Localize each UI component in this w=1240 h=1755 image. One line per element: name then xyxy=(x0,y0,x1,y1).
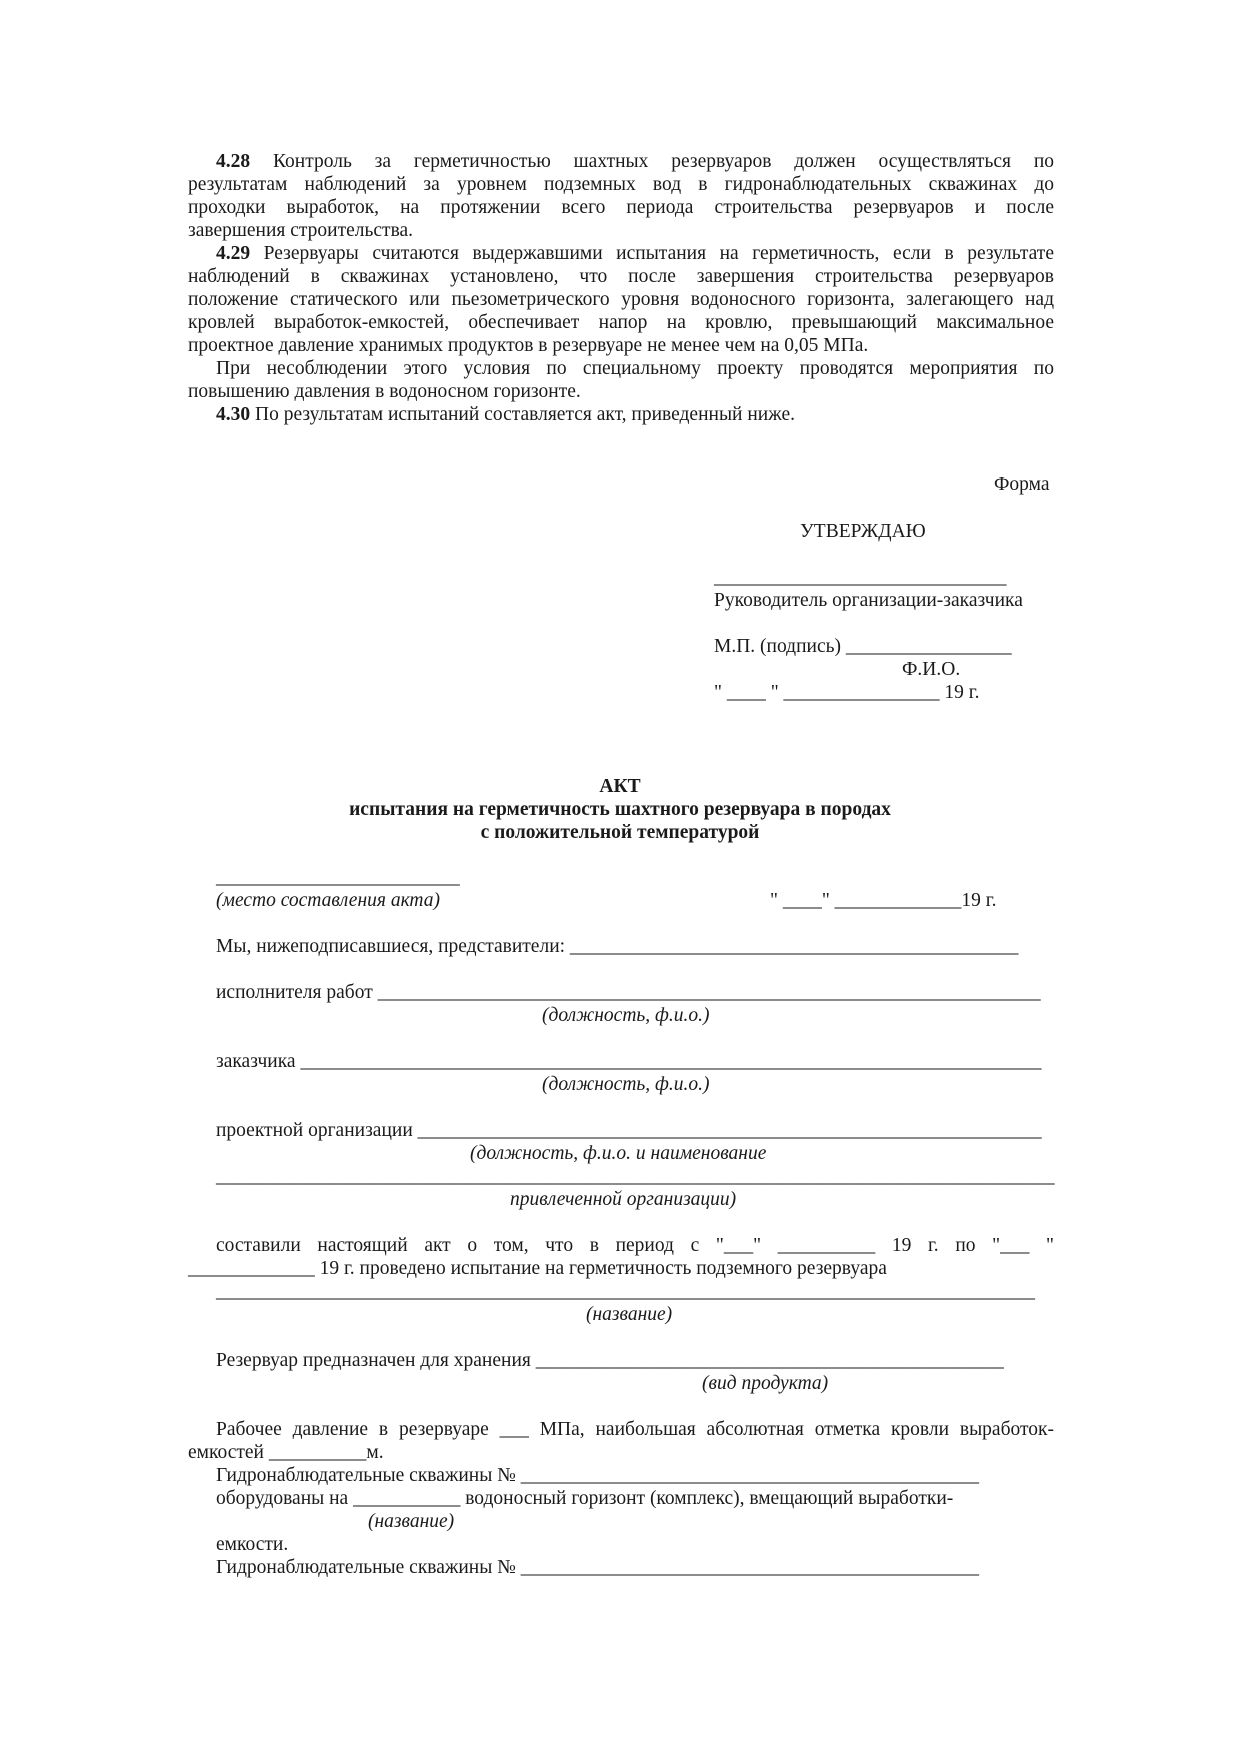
fio-caption: Ф.И.О. xyxy=(902,659,961,680)
storage-line: Резервуар предназначен для хранения ________________________________________________ xyxy=(216,1350,1004,1371)
capacity-line: емкости. xyxy=(216,1534,289,1555)
horizon-name-caption: (название) xyxy=(368,1511,455,1532)
product-caption: (вид продукта) xyxy=(702,1373,829,1394)
reservoir-name-line: ____________________________________________________________________________________ xyxy=(216,1281,1035,1302)
design-org-continuation-line: ______________________________________________________________________________________ xyxy=(216,1166,1055,1187)
approval-date-line: " ____ " ________________ 19 г. xyxy=(714,682,980,703)
act-date-line: " ____" _____________19 г. xyxy=(770,890,997,911)
pressure-line-1: Рабочее давление в резервуаре ___ МПа, наибольшая абсолютная отметка кровли выработок- xyxy=(216,1419,1054,1440)
contractor-caption: (должность, ф.и.о.) xyxy=(542,1005,710,1026)
clause-4-29-line-1: 4.29 Резервуары считаются выдержавшими испытания на герметичность, если в результате xyxy=(216,243,1054,264)
customer-caption: (должность, ф.и.о.) xyxy=(542,1074,710,1095)
clause-4-29-line-5: проектное давление хранимых продуктов в резервуаре не менее чем на 0,05 МПа. xyxy=(188,335,869,356)
customer-line: заказчика ____________________________________________________________________________ xyxy=(216,1051,1042,1072)
contractor-line: исполнителя работ ____________________________________________________________________ xyxy=(216,982,1041,1003)
clause-4-29-line-2: наблюдений в скважинах установлено, что после завершения строительства резервуаров xyxy=(188,266,1054,287)
clause-4-29-line-3: положение статического или пьезометрического уровня водоносного горизонта, залегающего над xyxy=(188,289,1054,310)
violation-line-1: При несоблюдении этого условия по специальному проекту проводятся мероприятия по xyxy=(216,358,1054,379)
act-subtitle-2: с положительной температурой xyxy=(480,822,760,843)
clause-4-30: 4.30 По результатам испытаний составляется акт, приведенный ниже. xyxy=(216,404,795,425)
clause-4-28-line-1: 4.28 Контроль за герметичностью шахтных резервуаров должен осуществляться по xyxy=(216,151,1055,172)
design-org-line: проектной организации ________________________________________________________________ xyxy=(216,1120,1042,1141)
stamp-signature-line: М.П. (подпись) _________________ xyxy=(714,636,1012,657)
act-title: АКТ xyxy=(599,776,641,797)
equipped-line: оборудованы на ___________ водоносный горизонт (комплекс), вмещающий выработки- xyxy=(216,1488,954,1509)
reservoir-name-caption: (название) xyxy=(586,1304,673,1325)
act-subtitle-1: испытания на герметичность шахтного резервуара в породах xyxy=(349,799,891,820)
clause-4-29-line-4: кровлей выработок-емкостей, обеспечивает напор на кровлю, превышающий максимальное xyxy=(188,312,1054,333)
wells-line-2: Гидронаблюдательные скважины № _______________________________________________ xyxy=(216,1557,979,1578)
head-of-customer: Руководитель организации-заказчика xyxy=(714,590,1023,611)
composed-line-1: составили настоящий акт о том, что в период с "___" __________ 19 г. по "___ " xyxy=(216,1235,1054,1256)
clause-4-28-line-2: результатам наблюдений за уровнем подземных вод в гидронаблюдательных скважинах до xyxy=(188,174,1054,195)
design-org-caption: (должность, ф.и.о. и наименование xyxy=(470,1143,767,1164)
clause-4-28-line-3: проходки выработок, на протяжении всего периода строительства резервуаров и после xyxy=(188,197,1054,218)
wells-line-1: Гидронаблюдательные скважины № _______________________________________________ xyxy=(216,1465,979,1486)
pressure-line-2: емкостей __________м. xyxy=(188,1442,384,1463)
approve-label: УТВЕРЖДАЮ xyxy=(800,521,926,542)
composed-line-2: _____________ 19 г. проведено испытание на герметичность подземного резервуара xyxy=(188,1258,887,1279)
place-caption: (место составления акта) xyxy=(216,890,440,911)
place-line: _________________________ xyxy=(216,867,460,888)
approval-sign-line: ______________________________ xyxy=(714,567,1007,588)
involved-org-caption: привлеченной организации) xyxy=(510,1189,737,1210)
clause-4-28-line-4: завершения строительства. xyxy=(188,220,414,241)
we-signed-line: Мы, нижеподписавшиеся, представители: ______________________________________________ xyxy=(216,936,1019,957)
violation-line-2: повышению давления в водоносном горизонте. xyxy=(188,381,581,402)
form-label: Форма xyxy=(994,474,1050,495)
